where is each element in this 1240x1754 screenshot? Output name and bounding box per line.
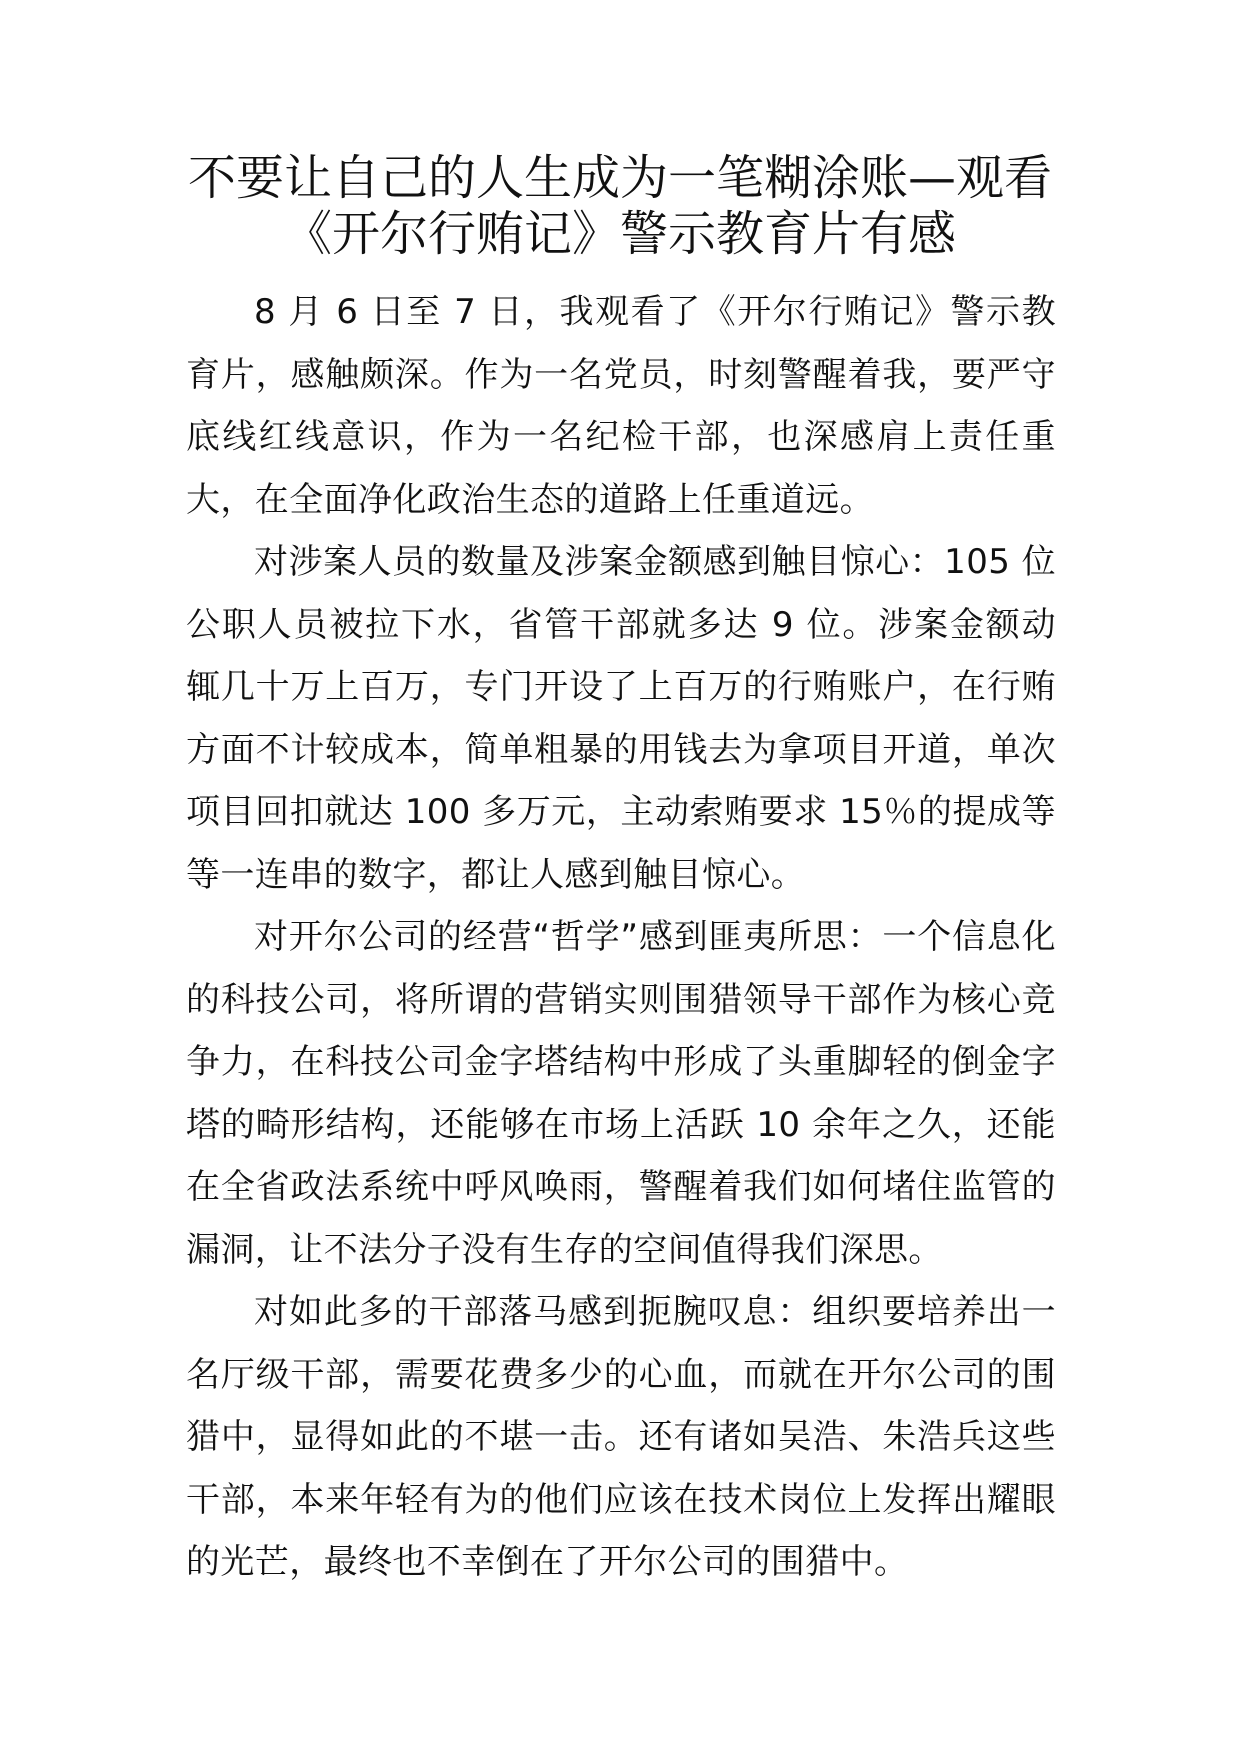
title-line-2: 《开尔行贿记》警示教育片有感 xyxy=(283,206,956,262)
paragraph-1: 8 月 6 日至 7 日，我观看了《开尔行贿记》警示教育片，感触颇深。作为一名党员，时刻警醒着我，要严守底线红线意识，作为一名纪检干部，也深感肩上责任重大，在全面净化政治生态的道路上任重道远。 xyxy=(186,292,1056,520)
paragraph-2: 对涉案人员的数量及涉案金额感到触目惊心：105 位公职人员被拉下水，省管干部就多达 9 位。涉案金额动辄几十万上百万，专门开设了上百万的行贿账户，在行贿方面不计较成本，简单粗暴的用钱去为拿项目开道，单次项目回扣就达 100 多万元，主动索贿要求 15％的提成等等一连串的数字，都让人感到触目惊心。 xyxy=(186,542,1056,895)
paragraph-3: 对开尔公司的经营“哲学”感到匪夷所思：一个信息化的科技公司，将所谓的营销实则围猎领导干部作为核心竞争力，在科技公司金字塔结构中形成了头重脚轻的倒金字塔的畸形结构，还能够在市场上活跃 10 余年之久，还能在全省政法系统中呼风唤雨，警醒着我们如何堵住监管的漏洞，让不法分子没有生存的空间值得我们深思。 xyxy=(186,917,1056,1270)
document-body xyxy=(186,281,1056,1594)
document-title xyxy=(150,150,1090,262)
paragraph-4: 对如此多的干部落马感到扼腕叹息：组织要培养出一名厅级干部，需要花费多少的心血，而就在开尔公司的围猎中，显得如此的不堪一击。还有诸如吴浩、朱浩兵这些干部，本来年轻有为的他们应该在技术岗位上发挥出耀眼的光芒，最终也不幸倒在了开尔公司的围猎中。 xyxy=(186,1292,1056,1582)
title-line-1: 不要让自己的人生成为一笔糊涂账—观看 xyxy=(187,150,1052,206)
